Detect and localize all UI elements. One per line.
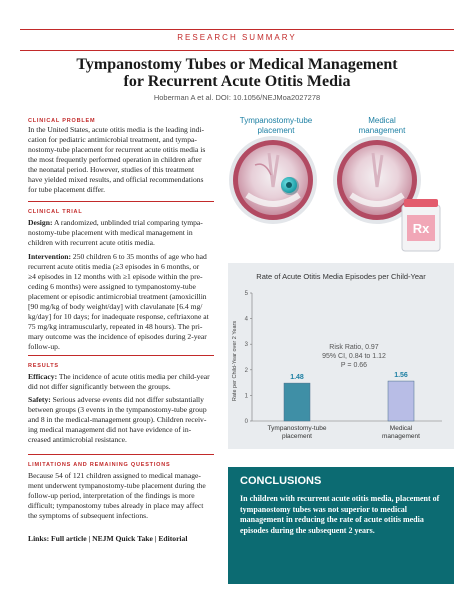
y-tick-label: 0: [244, 419, 248, 425]
x-tick-label: management: [382, 433, 420, 440]
divider: [28, 355, 214, 356]
left-eardrum: [229, 136, 317, 224]
divider: [28, 201, 214, 202]
links-line[interactable]: Links: Full article | NEJM Quick Take | Editorial: [28, 534, 188, 543]
conclusions-text: In children with recurrent acute otitis media, placement of tympanostomy tubes was not superior to medical management in reducing the rate of acute otitis media episodes during the subsequent 2 years.: [240, 494, 440, 535]
x-tick-label: Medical: [389, 425, 413, 432]
y-tick-label: 4: [244, 316, 248, 323]
x-tick-label: placement: [282, 433, 312, 440]
citation: Hoberman A et al. DOI: 10.1056/NEJMoa2027278: [153, 93, 321, 102]
eardrum-illustration: [225, 135, 457, 255]
y-axis-label: Rate per Child-Year over 2 Years: [232, 320, 238, 402]
svg-text:Rx: Rx: [412, 221, 430, 236]
efficacy-text: Efficacy: The incidence of acute otitis media per child-year did not differ significantly between the groups.: [28, 372, 210, 391]
y-tick-label: 5: [244, 291, 248, 297]
y-tick-label: 3: [244, 342, 248, 349]
safety-text: Safety: Serious adverse events did not differ substantially between groups (3 events in the tympanostomy-tube group and 8 in the medical-management group). Children receiv- ing medical management did not have evidence of in- creased antimicrobial resistance.: [28, 395, 207, 444]
chart-title: Rate of Acute Otitis Media Episodes per Child-Year: [256, 272, 426, 281]
annotation-line: Risk Ratio, 0.97: [329, 344, 379, 351]
bar-value-label: 1.56: [394, 372, 408, 380]
risk-ratio-annotation: [322, 344, 386, 369]
tube-placement-label: Tympanostomy-tube placement: [239, 116, 313, 135]
prescription-bottle-icon: [402, 199, 440, 251]
results-heading: RESULTS: [28, 363, 59, 369]
annotation-line: 95% CI, 0.84 to 1.12: [322, 353, 386, 360]
x-axis-labels: [268, 425, 421, 440]
bars: [284, 372, 414, 421]
bar-medical-management: [388, 381, 414, 421]
design-text: Design: A randomized, unblinded trial comparing tympa- nostomy-tube placement with medical management in children with recurrent acute otitis media.: [28, 218, 203, 247]
tympanostomy-tube-icon: [281, 177, 299, 195]
chart-panel: [228, 263, 454, 449]
limitations-text: Because 54 of 121 children assigned to medical manage- ment underwent tympanostomy-tube placement during the follow-up period, interpretation of the findings is more difficult; tympanostomy tubes already in place may affect the symptoms of subsequent infections.: [28, 471, 206, 520]
annotation-line: P = 0.66: [340, 362, 368, 369]
divider: [28, 454, 214, 455]
x-tick-label: Tympanostomy-tube: [267, 425, 327, 432]
clinical-problem-heading: CLINICAL PROBLEM: [28, 118, 96, 124]
page-title-line1: Tympanostomy Tubes or Medical Management: [76, 56, 398, 73]
page-title-line2: for Recurrent Acute Otitis Media: [123, 73, 351, 90]
header-band: [20, 29, 454, 51]
intervention-text: Intervention: 250 children 6 to 35 months of age who had recurrent acute otitis media (≥3 episodes in 6 months, or ≥4 episodes in 12 months with ≥1 episode within the pre- ceding 6 months) were assigned to tympanostomy-tube placement or episodic antimicrobial treatment (amoxicillin [90 mg/kg of body weight/day] with clavulanate [6.4 mg/ kg/day] for 10 days; for inadequate response, ceftriaxone at 75 mg/kg intramuscularly, repeated in 48 hours). The pri- mary outcome was the incidence of episodes during 2-year follow-up.: [28, 252, 209, 351]
conclusions-title: CONCLUSIONS: [240, 475, 322, 487]
y-tick-label: 1: [244, 393, 248, 400]
conclusions-box: [228, 467, 454, 584]
clinical-trial-heading: CLINICAL TRIAL: [28, 209, 83, 215]
bar-value-label: 1.48: [290, 374, 304, 382]
limitations-heading: LIMITATIONS AND REMAINING QUESTIONS: [28, 462, 171, 468]
y-tick-label: 2: [244, 367, 248, 374]
bar-tube-placement: [284, 383, 310, 421]
rate-bar-chart: [228, 263, 454, 449]
section-label: RESEARCH SUMMARY: [177, 33, 297, 42]
clinical-problem-text: In the United States, acute otitis media is the leading indi- cation for pediatric antimicrobial treatment, and tympa- nostomy-tube placement for recurrent acute otitis media is the most frequently performed operation in children after the neonatal period. However, studies of this treatment have yielded mixed results, and official recommendations for tube placement differ.: [28, 125, 206, 194]
medical-management-label: Medical management: [358, 116, 406, 135]
